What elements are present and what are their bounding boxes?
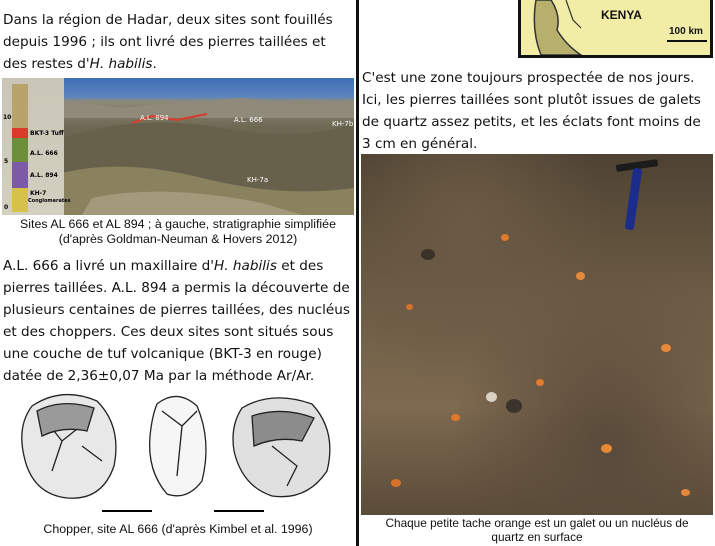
grey-stone xyxy=(506,399,522,413)
strat-scale-5: 5 xyxy=(4,158,9,165)
quartz-pebble xyxy=(536,379,544,386)
chopper-caption: Chopper, site AL 666 (d'après Kimbel et al. 1996) xyxy=(43,522,313,536)
strat-scale-0: 0 xyxy=(4,204,9,211)
photo-label-al894: A.L. 894 xyxy=(140,114,169,122)
column-divider xyxy=(356,0,359,546)
ground-surface-photo xyxy=(361,154,713,515)
right-paragraph: C'est une zone toujours prospectée de nos jours. Ici, les pierres taillées sont plutôt issues de galets de quartz assez petits, et les éclats font moins de 3 cm en général. xyxy=(362,70,701,152)
region-map xyxy=(518,0,713,58)
chopper-view-middle xyxy=(150,396,206,495)
photo-label-al666: A.L. 666 xyxy=(234,116,263,124)
quartz-pebble xyxy=(451,414,460,421)
strat-label-conglomerates: Conglomerates xyxy=(28,198,71,204)
quartz-pebble xyxy=(501,234,509,241)
quartz-pebble xyxy=(681,489,690,496)
strat-label-kh7: KH-7 xyxy=(30,190,47,197)
grey-stone xyxy=(421,249,435,260)
photo-label-kh7a: KH-7a xyxy=(247,176,269,184)
photo-caption: Sites AL 666 et AL 894 ; à gauche, stratigraphie simplifiée (d'après Goldman-Neuman & Hovers 2012) xyxy=(20,217,336,246)
strat-scale-10: 10 xyxy=(3,114,12,121)
ground-photo-caption: Chaque petite tache orange est un galet ou un nucléus de quartz en surface xyxy=(385,516,689,544)
quartz-pebble xyxy=(406,304,413,310)
strat-label-bkt3: BKT-3 Tuff xyxy=(30,130,64,137)
strat-layer-upper xyxy=(12,84,28,128)
photo-label-kh7b: KH-7b xyxy=(332,120,354,128)
chopper-drawings xyxy=(2,386,354,516)
quartz-pebble xyxy=(601,444,612,453)
strat-layer-tuff xyxy=(12,128,28,138)
hammer-handle xyxy=(625,168,643,231)
quartz-pebble xyxy=(391,479,401,487)
stratigraphy-column xyxy=(2,78,71,215)
hadar-site-photo xyxy=(2,78,354,215)
body-paragraph: A.L. 666 a livré un maxillaire d'H. habilis et des pierres taillées. A.L. 894 a permis la découverte de plusieurs centaines de pierres taillées, des nucléus et des choppers. Ces deux sites sont situés sous une couche de tuf volcanique (BKT-3 en rouge) datée de 2,36±0,07 Ma par la méthode Ar/Ar. xyxy=(3,258,350,384)
map-country-label: KENYA xyxy=(601,8,642,22)
map-scale-label: 100 km xyxy=(669,26,703,37)
grey-stone xyxy=(486,392,497,402)
quartz-pebble xyxy=(661,344,671,352)
map-scale-bar xyxy=(667,40,707,42)
strat-layer-al666 xyxy=(12,138,28,162)
quartz-pebble xyxy=(576,272,585,280)
strat-label-al666: A.L. 666 xyxy=(30,150,58,157)
strat-layer-conglomerate xyxy=(12,188,28,212)
strat-label-al894: A.L. 894 xyxy=(30,172,58,179)
chopper-view-left xyxy=(22,395,116,499)
strat-layer-al894 xyxy=(12,162,28,188)
intro-paragraph: Dans la région de Hadar, deux sites sont fouillés depuis 1996 ; ils ont livré des pierres taillées et des restes d'H. habilis. xyxy=(3,12,333,72)
chopper-view-right xyxy=(233,398,330,497)
